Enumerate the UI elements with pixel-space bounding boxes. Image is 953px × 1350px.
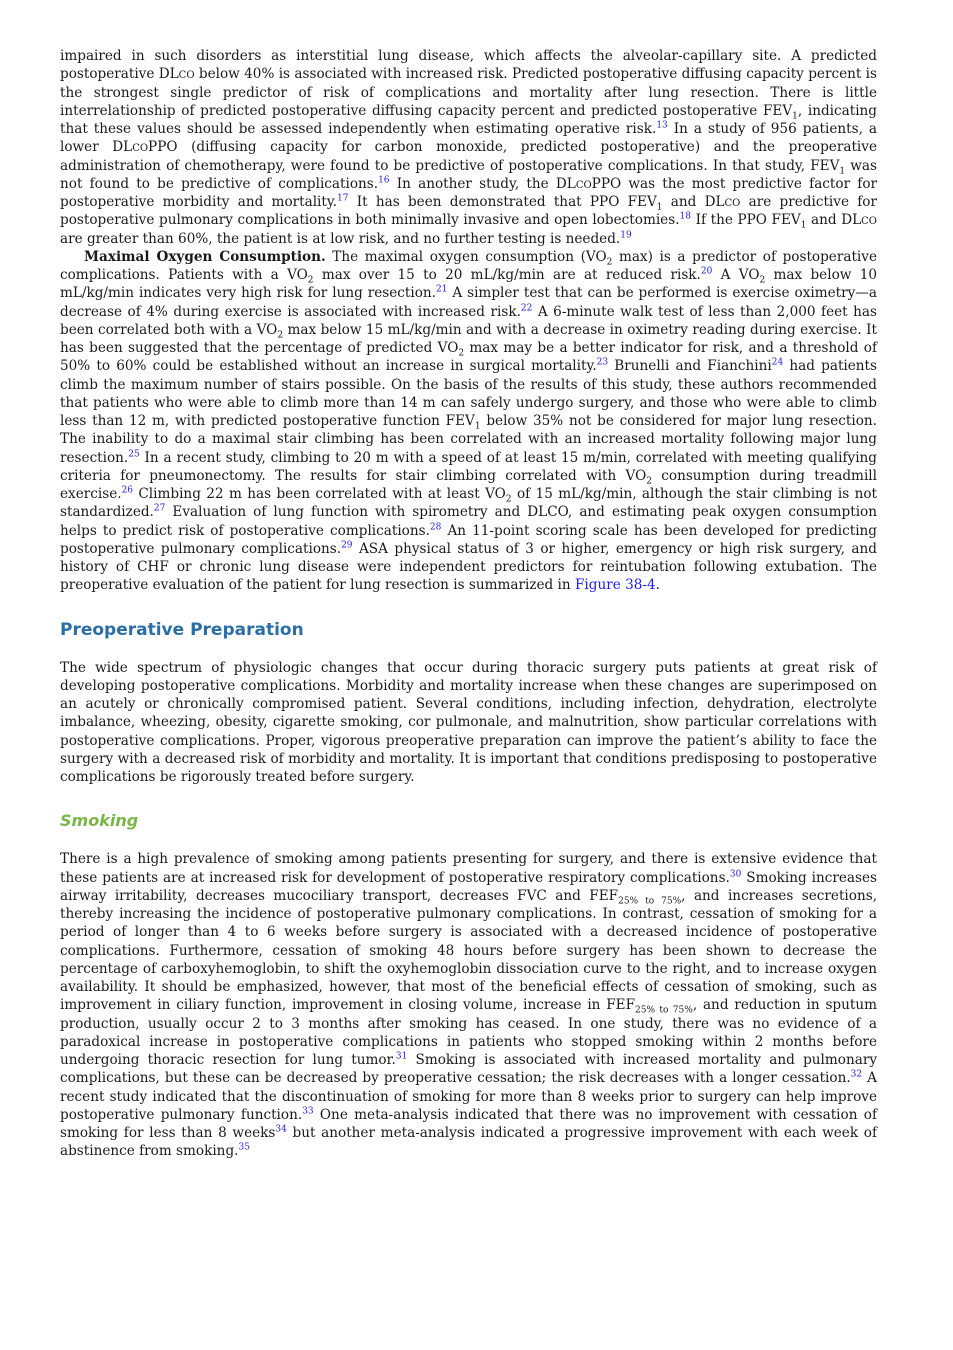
text-run: In a study of 956 patients, a lower bbox=[60, 121, 878, 156]
text-run: max may be a better indicator for risk, and a threshold of 50% to 60% could be established without an increase in surgical mortality. bbox=[60, 340, 877, 375]
figure-link[interactable]: Figure 38-4 bbox=[574, 577, 656, 594]
reference-link[interactable]: 21 bbox=[435, 284, 448, 295]
reference-link[interactable]: 20 bbox=[700, 266, 713, 277]
text-run: A recent study indicated that the discontinuation of smoking for more than 8 weeks prior to surgery can help improve postoperative pulmonary function. bbox=[60, 1070, 877, 1123]
paragraph-dlco bbox=[60, 47, 877, 248]
reference-link[interactable]: 22 bbox=[520, 302, 533, 313]
text-run: DLcoPPO bbox=[112, 139, 178, 156]
text-run: In another study, the bbox=[389, 175, 556, 192]
text-run: and bbox=[806, 212, 842, 229]
subscript: 25% to 75% bbox=[618, 896, 682, 907]
reference-link[interactable]: 19 bbox=[620, 229, 632, 240]
text-run: max over 15 to 20 mL/kg/min are at reduced risk. bbox=[313, 267, 701, 283]
reference-link[interactable]: 18 bbox=[679, 211, 691, 222]
subscript: 25% to 75% bbox=[635, 1005, 693, 1016]
subscript: 1 bbox=[656, 202, 663, 213]
text-run: One meta-analysis indicated that there was no improvement with cessation of smoking for less than 8 weeks bbox=[60, 1106, 877, 1141]
document-page bbox=[60, 47, 877, 1161]
text-run: It has been demonstrated that PPO FEV bbox=[348, 194, 657, 210]
text-run: but another meta-analysis indicated a progressive improvement with each week of abstinence from smoking. bbox=[60, 1125, 877, 1160]
text-run: Evaluation of lung function with spirometry and DLCO, and estimating peak oxygen consumption helps to predict risk of postoperative complications. bbox=[60, 504, 877, 539]
text-run: A VO bbox=[712, 267, 760, 283]
subscript: 2 bbox=[458, 348, 465, 359]
reference-link[interactable]: 31 bbox=[395, 1051, 408, 1062]
reference-link[interactable]: 27 bbox=[153, 503, 166, 514]
reference-link[interactable]: 30 bbox=[729, 868, 742, 879]
text-run: Brunelli and Fianchini bbox=[608, 358, 772, 375]
text-run: The maximal oxygen consumption (VO bbox=[325, 248, 607, 265]
subscript: 1 bbox=[792, 111, 798, 122]
subscript: 2 bbox=[759, 275, 766, 286]
text-run: If the PPO FEV bbox=[690, 212, 801, 229]
subscript: 2 bbox=[646, 476, 652, 487]
text-run: max) is a predictor of postoperative complications. Patients with a VO bbox=[60, 248, 877, 283]
subsection-heading-smoking: Smoking bbox=[60, 811, 139, 831]
reference-link[interactable]: 26 bbox=[121, 485, 134, 496]
subscript: 1 bbox=[800, 220, 807, 231]
paragraph-smoking bbox=[60, 850, 877, 1160]
text-run: are greater than 60%, the patient is at low risk, and no further testing is needed. bbox=[60, 230, 621, 247]
text-run: , and increases secretions, thereby increasing the incidence of postoperative pulmonary complications. In contrast, cessation of smoking for a period of longer than 4 to 6 weeks before surgery is associated with a decreased incidence of postoperative complications. Furthermore, cessation of smoking 48 hours before surgery has been shown to decrease the percentage of carboxyhemoglobin, to shift the oxyhemoglobin dissociation curve to the right, and to increase oxygen availability. It should be emphasized, however, that most of the beneficial effects of cessation of smoking, such as improvement in ciliary function, improvement in closing volume, increase in FEF bbox=[60, 887, 878, 1014]
reference-link[interactable]: 17 bbox=[337, 193, 349, 204]
text-run: consumption during treadmill exercise. bbox=[60, 467, 877, 502]
text-run: of 15 mL/kg/min, although the stair climbing is not standardized. bbox=[60, 486, 877, 521]
reference-link[interactable]: 29 bbox=[341, 540, 353, 551]
text-run: DLcoPPO bbox=[555, 175, 622, 192]
paragraph-preoperative-preparation: The wide spectrum of physiologic changes that occur during thoracic surgery puts patients at great risk of developing postoperative complications. Morbidity and mortality increase when these changes are superimposed on an acutely or chronically compromised patient. Several conditions, including infection, dehydration, electrolyte imbalance, wheezing, obesity, cigarette smoking, cor pulmonale, and malnutrition, show particular correlations with postoperative complications. Proper, vigorous preoperative preparation can improve the patient’s ability to face the surgery with a decreased risk of morbidity and mortality. It is important that conditions predisposing to postoperative complications be rigorously treated before surgery. bbox=[60, 659, 877, 785]
text-run: below 35% not be considered for major lung resection. The inability to do a maximal stair climbing has been correlated with an increased mortality following major lung resection. bbox=[60, 413, 877, 466]
reference-link[interactable]: 23 bbox=[596, 357, 609, 368]
text-run: There is a high prevalence of smoking among patients presenting for surgery, and there is extensive evidence that these patients are at increased risk for development of postoperative respiratory complications. bbox=[60, 851, 877, 886]
subscript: 2 bbox=[606, 257, 613, 268]
text-run: An 11-point scoring scale has been developed for predicting postoperative pulmonary complications. bbox=[60, 522, 877, 557]
subscript: 2 bbox=[307, 275, 314, 286]
text-run: , and reduction in sputum production, usually occur 2 to 3 months after smoking has ceased. In one study, there was no evidence of a paradoxical increase in postoperative complications in patients who stopped smoking within 2 months before undergoing thoracic resection for lung tumor. bbox=[60, 997, 877, 1068]
reference-link[interactable]: 35 bbox=[238, 1142, 250, 1153]
text-run: max below 10 mL/kg/min indicates very high risk for lung resection. bbox=[60, 267, 877, 302]
text-run: was not found to be predictive of complications. bbox=[60, 157, 877, 192]
paragraph-max-oxygen bbox=[60, 248, 877, 595]
text-run: ASA physical status of 3 or higher, emergency or high risk surgery, and history of CHF or chronic lung disease were independent predictors for reintubation following extubation. The preoperative evaluation of the patient for lung resection is summarized in bbox=[60, 540, 877, 594]
text-run: Climbing 22 m has been correlated with at least VO bbox=[133, 486, 506, 502]
text-run: had patients climb the maximum number of stairs possible. On the basis of the results of this study, these authors recommended that patients who were able to climb more than 14 m can safely undergo surgery, and those who were able to climb less than 12 m, with predicted postoperative function FEV bbox=[60, 358, 877, 429]
text-run: , indicating that these values should be assessed independently when estimating operative risk. bbox=[60, 102, 878, 137]
text-run: below 40% is associated with increased risk. Predicted postoperative diffusing capacity percent is the strongest single predictor of risk of complications and mortality after lung resection. There is little interrelationship of predicted postoperative diffusing capacity percent and predicted postoperative FEV bbox=[60, 66, 877, 119]
subscript: 1 bbox=[839, 166, 846, 177]
text-run: . bbox=[655, 577, 660, 594]
subscript: 2 bbox=[277, 330, 284, 341]
run-in-heading: Maximal Oxygen Consumption. bbox=[84, 248, 326, 265]
text-run: was the most predictive factor for postoperative morbidity and mortality. bbox=[60, 175, 877, 210]
text-run: DLco bbox=[704, 194, 741, 210]
text-run: max below 15 mL/kg/min and with a decrease in oximetry reading during exercise. It has been suggested that the percentage of predicted VO bbox=[60, 321, 877, 356]
text-run: DLco bbox=[158, 66, 195, 83]
text-run: Smoking is associated with increased mortality and pulmonary complications, but these can be decreased by preoperative cessation; the risk decreases with a longer cessation. bbox=[60, 1052, 877, 1087]
subscript: 1 bbox=[474, 421, 481, 432]
reference-link[interactable]: 16 bbox=[378, 175, 390, 186]
text-run: A simpler test that can be performed is exercise oximetry—a decrease of 4% during exercise is associated with increased risk. bbox=[60, 285, 877, 320]
text-run: impaired in such disorders as interstitial lung disease, which affects the alveolar-capillary site. A predicted postoperative bbox=[60, 48, 877, 83]
text-run: and bbox=[662, 194, 705, 210]
reference-link[interactable]: 33 bbox=[302, 1106, 314, 1117]
text-run: Smoking increases airway irritability, decreases mucociliary transport, decreases FVC and FEF bbox=[60, 869, 877, 904]
text-run: In a recent study, climbing to 20 m with a speed of at least 15 m/min, correlated with meeting qualifying criteria for pneumonectomy. The results for stair climbing correlated with VO bbox=[60, 449, 877, 484]
text-run: (diffusing capacity for carbon monoxide, predicted postoperative) and the preoperative administration of chemotherapy, were found to be predictive of postoperative complications. In that study, FEV bbox=[60, 139, 877, 174]
subscript: 2 bbox=[505, 494, 512, 505]
text-run: are predictive for postoperative pulmonary complications in both minimally invasive and open lobectomies. bbox=[60, 194, 877, 229]
reference-link[interactable]: 24 bbox=[771, 357, 784, 368]
reference-link[interactable]: 25 bbox=[128, 448, 140, 459]
reference-link[interactable]: 34 bbox=[275, 1124, 287, 1135]
reference-link[interactable]: 28 bbox=[429, 521, 442, 532]
reference-link[interactable]: 13 bbox=[656, 120, 668, 131]
text-run: DLco bbox=[841, 212, 877, 229]
section-heading-preoperative-preparation: Preoperative Preparation bbox=[60, 619, 304, 640]
text-run: A 6-minute walk test of less than 2,000 feet has been correlated both with a VO bbox=[60, 303, 877, 338]
reference-link[interactable]: 32 bbox=[850, 1069, 863, 1080]
